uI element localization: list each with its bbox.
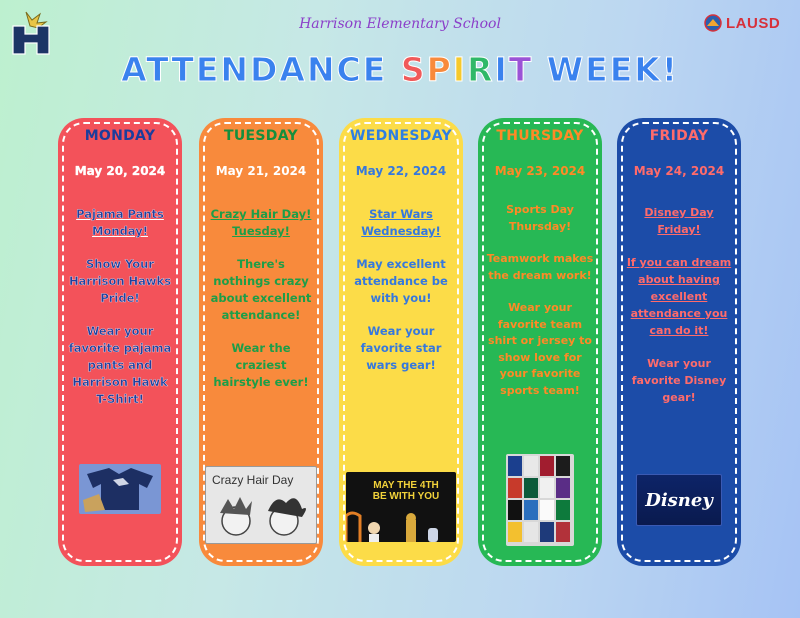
day-card-tuesday — [199, 118, 323, 566]
day-name: TUESDAY — [224, 128, 298, 144]
day-theme: Sports Day Thursday! — [506, 203, 574, 233]
school-name: Harrison Elementary School — [299, 16, 501, 32]
day-date: May 20, 2024 — [74, 164, 166, 178]
title-part: T — [508, 50, 534, 89]
page-title — [0, 50, 800, 89]
cartoon-kids-icon — [206, 487, 316, 537]
day-message: Teamwork makes the dream work! — [486, 252, 594, 282]
disney-logo-text: Disney — [645, 489, 713, 511]
title-part: P — [426, 50, 453, 89]
title-part: ATTENDANCE — [121, 50, 401, 89]
day-theme: Disney Day Friday! — [644, 206, 714, 236]
disney-image — [636, 474, 722, 526]
star-wars-image — [346, 472, 456, 542]
image-caption: Crazy Hair Day — [212, 473, 294, 487]
day-theme: Star Wars Wednesday! — [361, 207, 441, 238]
title-part: S — [400, 50, 427, 89]
day-date: May 23, 2024 — [494, 164, 586, 178]
day-instruction: Wear your favorite team shirt or jersey to show love for your favorite sports team! — [488, 301, 592, 397]
title-part: WEEK! — [533, 50, 679, 89]
day-instruction: Wear your favorite pajama pants and Harrison Hawk T-Shirt! — [68, 324, 172, 406]
day-message: If you can dream about having excellent attendance you can do it! — [626, 256, 732, 337]
day-message: May excellent attendance be with you! — [354, 257, 448, 305]
day-name: MONDAY — [84, 128, 156, 144]
day-instruction: Wear your favorite Disney gear! — [631, 357, 727, 404]
day-theme: Crazy Hair Day! Tuesday! — [210, 207, 312, 238]
day-theme: Pajama Pants Monday! — [76, 207, 164, 238]
day-message: Show Your Harrison Hawks Pride! — [68, 257, 172, 305]
title-part: I — [494, 50, 509, 89]
day-instruction: Wear your favorite star wars gear! — [360, 324, 442, 372]
day-date: May 21, 2024 — [215, 164, 307, 178]
day-card-wednesday — [339, 118, 463, 566]
day-name: THURSDAY — [496, 128, 584, 144]
title-part: I — [452, 50, 468, 89]
image-caption: MAY THE 4TH BE WITH YOU — [372, 480, 440, 502]
day-card-monday — [58, 118, 182, 566]
day-card-thursday — [478, 118, 602, 566]
day-date: May 22, 2024 — [355, 164, 447, 178]
day-date: May 24, 2024 — [633, 164, 725, 178]
day-name: WEDNESDAY — [350, 128, 452, 144]
crazy-hair-image — [205, 466, 317, 544]
day-card-friday — [617, 118, 741, 566]
droids-icon — [346, 506, 456, 542]
lausd-label: LAUSD — [726, 14, 781, 32]
day-name: FRIDAY — [649, 128, 709, 144]
jerseys-image — [506, 454, 574, 546]
title-part: R — [467, 50, 495, 89]
pajama-shirt-image — [79, 464, 161, 514]
day-instruction: Wear the craziest hairstyle ever! — [213, 341, 309, 389]
day-message: There's nothings crazy about excellent attendance! — [210, 257, 312, 322]
